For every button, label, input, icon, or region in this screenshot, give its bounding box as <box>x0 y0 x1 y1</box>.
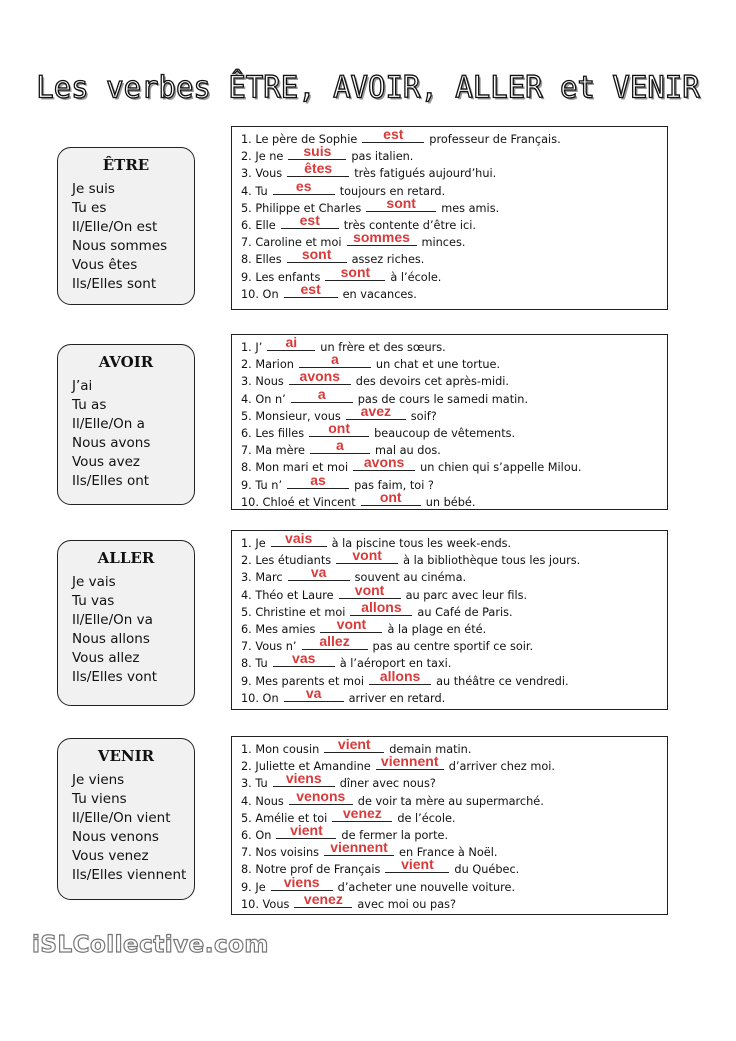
answer-blank[interactable] <box>273 650 335 667</box>
exercise-sentence <box>241 437 667 459</box>
answer-blank[interactable] <box>271 530 327 547</box>
conjugation-form: Vous êtes <box>72 256 138 273</box>
sentence-start: 7. Caroline et moi <box>241 236 342 250</box>
page-title: Les verbes ÊTRE, AVOIR, ALLER et VENIR <box>36 69 700 105</box>
answer-blank[interactable] <box>366 194 436 212</box>
sentence-start: 4. On n’ <box>241 392 286 406</box>
answer-text: sont <box>386 194 416 211</box>
exercise-sentence <box>241 420 667 442</box>
conjugation-form: Ils/Elles viennent <box>72 866 187 883</box>
answer-blank[interactable] <box>287 246 347 263</box>
conjugation-form: Tu es <box>72 199 107 216</box>
answer-blank[interactable] <box>289 787 353 805</box>
sentence-end: de voir ta mère au supermarché. <box>357 794 544 808</box>
answer-text: est <box>300 280 321 297</box>
exercise-sentence <box>241 650 667 672</box>
sentence-start: 6. Elle <box>241 219 276 233</box>
answer-blank[interactable] <box>350 598 412 616</box>
answer-blank[interactable] <box>385 856 449 873</box>
sentence-end: un frère et des sœurs. <box>320 341 446 354</box>
sentence-end: assez riches. <box>351 253 425 267</box>
answer-blank[interactable] <box>346 402 406 420</box>
answer-blank[interactable] <box>309 420 369 437</box>
conjugation-form: Vous allez <box>72 649 140 666</box>
footer-watermark: iSLCollective.com <box>32 932 269 958</box>
answer-text: a <box>317 385 326 402</box>
sentence-end: à la plage en été. <box>387 623 487 637</box>
sentence-end: un chat et une tortue. <box>375 358 501 372</box>
conjugation-form: J’ai <box>72 378 93 394</box>
answer-blank[interactable] <box>339 581 401 599</box>
exercise-sentence <box>241 598 667 621</box>
answer-text: avez <box>360 402 391 419</box>
answer-text: avons <box>299 368 341 385</box>
conjugation-form: Vous avez <box>72 453 140 470</box>
exercise-sentence <box>241 839 667 861</box>
answer-text: venez <box>303 890 343 907</box>
answer-blank[interactable] <box>299 351 371 368</box>
answer-blank[interactable] <box>336 547 398 564</box>
conjugation-form: Tu as <box>72 396 107 413</box>
sentence-end: dîner avec nous? <box>339 777 436 791</box>
answer-text: avons <box>363 454 405 471</box>
sentence-start: 6. On <box>241 829 272 843</box>
sentence-start: 5. Amélie et toi <box>241 811 328 825</box>
answer-text: vient <box>401 856 434 873</box>
sentence-start: 4. Tu <box>241 184 268 198</box>
exercise-sentence <box>241 280 667 303</box>
sentence-end: à la bibliothèque tous les jours. <box>403 554 581 568</box>
exercise-sentence <box>241 822 667 844</box>
answer-text: vient <box>290 822 323 839</box>
conjugation-form: Ils/Elles sont <box>72 275 157 292</box>
answer-blank[interactable] <box>376 753 444 770</box>
sentence-start: 3. Vous <box>241 167 283 181</box>
answer-blank[interactable] <box>320 616 382 633</box>
sentence-start: 3. Tu <box>241 777 268 791</box>
sentence-start: 1. J’ <box>241 341 263 354</box>
sentence-start: 5. Christine et moi <box>241 605 346 619</box>
answer-blank[interactable] <box>281 212 339 229</box>
conjugation-form: Ils/Elles vont <box>72 668 158 685</box>
conjugation-form: Nous avons <box>72 434 151 451</box>
sentence-end: beaucoup de vêtements. <box>374 427 516 441</box>
sentence-start: 3. Marc <box>241 571 283 585</box>
exercise-sentence <box>241 368 667 390</box>
sentence-end: mes amis. <box>441 201 500 215</box>
sentence-start: 4. Théo et Laure <box>241 588 334 602</box>
sentence-start: 5. Philippe et Charles <box>241 201 362 215</box>
sentence-end: à la piscine tous les week-ends. <box>331 537 512 550</box>
sentence-start: 4. Nous <box>241 794 284 808</box>
sentence-start: 3. Nous <box>241 375 284 389</box>
answer-text: vont <box>336 616 367 633</box>
answer-text: venez <box>342 804 382 821</box>
exercise-box-aller <box>231 530 668 710</box>
exercise-sentence <box>241 212 667 234</box>
answer-blank[interactable] <box>276 822 336 839</box>
answer-blank[interactable] <box>302 633 368 650</box>
exercise-sentence <box>241 488 667 511</box>
answer-text: ai <box>285 334 298 350</box>
sentence-start: 10. On <box>241 691 279 705</box>
sentence-start: 1. Je <box>241 537 266 550</box>
sentence-end: au théâtre ce vendredi. <box>436 674 569 688</box>
exercise-sentence <box>241 402 667 425</box>
sentence-start: 8. Notre prof de Français <box>241 863 381 877</box>
answer-blank[interactable] <box>310 437 370 454</box>
exercise-sentence <box>241 334 667 356</box>
sentence-end: à l’école. <box>390 270 442 284</box>
sentence-start: 7. Vous n’ <box>241 640 297 654</box>
sentence-end: demain matin. <box>389 743 472 756</box>
answer-text: a <box>331 351 339 368</box>
answer-blank[interactable] <box>284 280 338 298</box>
answer-text: a <box>336 437 344 454</box>
conjugation-form: Il/Elle/On va <box>72 611 153 628</box>
sentence-end: arriver en retard. <box>348 691 446 705</box>
answer-blank[interactable] <box>347 229 417 246</box>
exercise-sentence <box>241 385 667 408</box>
sentence-end: au parc avec leur fils. <box>405 588 528 602</box>
answer-blank[interactable] <box>291 385 353 403</box>
sentence-end: d’acheter une nouvelle voiture. <box>337 880 516 894</box>
answer-text: es <box>295 177 312 194</box>
sentence-end: soif? <box>410 409 437 423</box>
exercise-sentence <box>241 581 667 604</box>
conjugation-verb-title: AVOIR <box>98 353 154 371</box>
conjugation-verb-title: ÊTRE <box>102 156 150 174</box>
exercise-sentence <box>241 246 667 268</box>
sentence-end: toujours en retard. <box>339 184 446 198</box>
conjugation-verb-title: ALLER <box>97 549 155 567</box>
conjugation-box-être <box>57 147 195 305</box>
sentence-end: minces. <box>421 236 466 250</box>
conjugation-box-aller <box>57 540 195 706</box>
exercise-sentence <box>241 564 667 586</box>
sentence-start: 2. Les étudiants <box>241 554 332 568</box>
exercise-sentence <box>241 547 667 569</box>
sentence-end: pas au centre sportif ce soir. <box>372 640 534 654</box>
answer-text: sont <box>301 246 332 263</box>
sentence-end: pas faim, toi ? <box>354 478 434 492</box>
answer-text: vont <box>354 581 385 598</box>
sentence-start: 2. Juliette et Amandine <box>241 760 371 774</box>
answer-text: viens <box>283 873 320 890</box>
sentence-end: en vacances. <box>342 287 417 301</box>
answer-blank[interactable] <box>362 126 424 143</box>
answer-blank[interactable] <box>271 873 333 891</box>
answer-text: sont <box>340 263 371 280</box>
exercise-sentence <box>241 471 667 494</box>
sentence-end: d’arriver chez moi. <box>448 760 555 774</box>
answer-text: va <box>310 564 327 581</box>
answer-blank[interactable] <box>332 804 392 822</box>
answer-text: suis <box>303 143 332 160</box>
answer-text: ont <box>379 488 402 505</box>
sentence-end: professeur de Français. <box>429 133 561 146</box>
conjugation-box-avoir <box>57 344 195 505</box>
answer-blank[interactable] <box>288 564 350 581</box>
sentence-end: pas de cours le samedi matin. <box>357 392 529 406</box>
answer-blank[interactable] <box>289 368 351 385</box>
sentence-start: 1. Le père de Sophie <box>241 133 358 146</box>
exercise-sentence <box>241 530 667 552</box>
sentence-end: très fatigués aujourd’hui. <box>354 167 497 181</box>
exercise-sentence <box>241 616 667 638</box>
answer-blank[interactable] <box>287 471 349 489</box>
conjugation-form: Vous venez <box>72 847 149 864</box>
conjugation-form: Tu viens <box>72 790 127 807</box>
sentence-start: 10. Vous <box>241 897 290 911</box>
conjugation-form: Il/Elle/On a <box>72 415 145 432</box>
answer-text: allons <box>361 598 402 615</box>
answer-text: as <box>310 471 326 488</box>
answer-text: êtes <box>304 160 333 177</box>
conjugation-box-venir <box>57 738 195 900</box>
sentence-start: 9. Je <box>241 880 266 894</box>
answer-text: sommes <box>353 229 410 246</box>
answer-text: allons <box>379 667 421 684</box>
sentence-end: de fermer la porte. <box>341 829 449 843</box>
answer-text: vais <box>285 530 313 546</box>
exercise-box-venir <box>231 736 668 915</box>
conjugation-form: Tu vas <box>72 592 115 609</box>
conjugation-form: Nous sommes <box>72 237 168 254</box>
answer-blank[interactable] <box>325 263 385 281</box>
sentence-end: pas italien. <box>351 150 414 164</box>
answer-blank[interactable] <box>369 667 431 685</box>
exercise-box-avoir <box>231 334 668 510</box>
exercise-sentence <box>241 787 667 810</box>
answer-text: vient <box>337 736 371 752</box>
answer-text: ont <box>328 420 351 437</box>
sentence-start: 6. Mes amies <box>241 623 316 637</box>
sentence-start: 9. Tu n’ <box>241 478 283 492</box>
answer-text: est <box>299 212 320 229</box>
conjugation-verb-title: VENIR <box>97 747 155 765</box>
answer-blank[interactable] <box>353 454 415 471</box>
conjugation-form: Ils/Elles ont <box>72 472 150 489</box>
answer-blank[interactable] <box>288 143 346 160</box>
sentence-end: des devoirs cet après-midi. <box>355 375 509 389</box>
sentence-end: au Café de Paris. <box>417 605 513 619</box>
sentence-end: un bébé. <box>425 495 476 509</box>
answer-text: vas <box>292 650 316 667</box>
answer-text: viennent <box>330 839 388 856</box>
answer-text: vont <box>352 547 382 564</box>
sentence-start: 8. Mon mari et moi <box>241 461 349 475</box>
sentence-end: un chien qui s’appelle Milou. <box>420 461 582 475</box>
sentence-start: 8. Tu <box>241 657 268 671</box>
sentence-start: 5. Monsieur, vous <box>241 409 341 423</box>
answer-text: venons <box>296 787 346 804</box>
sentence-start: 2. Je ne <box>241 150 284 164</box>
sentence-start: 9. Mes parents et moi <box>241 674 365 688</box>
answer-blank[interactable] <box>273 177 335 195</box>
sentence-end: à l’aéroport en taxi. <box>339 657 452 671</box>
answer-text: va <box>305 684 322 701</box>
sentence-end: avec moi ou pas? <box>357 897 457 911</box>
conjugation-form: Nous venons <box>72 828 159 845</box>
sentence-start: 10. On <box>241 287 279 301</box>
answer-blank[interactable] <box>267 334 315 351</box>
answer-blank[interactable] <box>284 684 344 702</box>
sentence-end: en France à Noël. <box>399 846 498 860</box>
sentence-start: 1. Mon cousin <box>241 743 320 756</box>
exercise-sentence <box>241 177 667 200</box>
exercise-sentence <box>241 454 667 476</box>
answer-text: viens <box>285 770 322 787</box>
exercise-sentence <box>241 736 667 758</box>
sentence-end: souvent au cinéma. <box>354 571 467 585</box>
conjugation-form: Je suis <box>72 181 115 197</box>
sentence-start: 2. Marion <box>241 358 294 372</box>
sentence-start: 8. Elles <box>241 253 282 267</box>
conjugation-form: Il/Elle/On est <box>72 218 158 235</box>
sentence-end: très contente d’être ici. <box>343 219 476 233</box>
sentence-end: du Québec. <box>454 863 520 877</box>
answer-blank[interactable] <box>273 770 335 787</box>
sentence-start: 7. Nos voisins <box>241 846 320 860</box>
exercise-sentence <box>241 890 667 913</box>
sentence-start: 6. Les filles <box>241 427 305 441</box>
answer-blank[interactable] <box>287 160 349 177</box>
sentence-start: 7. Ma mère <box>241 444 305 458</box>
answer-blank[interactable] <box>324 839 394 856</box>
conjugation-form: Il/Elle/On vient <box>72 809 171 826</box>
answer-blank[interactable] <box>294 890 352 908</box>
exercise-sentence <box>241 684 667 707</box>
answer-text: allez <box>319 633 350 650</box>
conjugation-form: Nous allons <box>72 630 150 647</box>
answer-blank[interactable] <box>324 736 384 753</box>
answer-text: est <box>383 126 404 142</box>
sentence-end: mal au dos. <box>374 444 441 458</box>
exercise-box-être <box>231 126 668 310</box>
answer-text: viennent <box>380 753 439 770</box>
answer-blank[interactable] <box>361 488 421 506</box>
conjugation-form: Je viens <box>72 772 125 788</box>
conjugation-form: Je vais <box>72 574 116 590</box>
sentence-end: de l’école. <box>397 811 456 825</box>
sentence-start: 10. Chloé et Vincent <box>241 495 356 509</box>
sentence-start: 9. Les enfants <box>241 270 321 284</box>
